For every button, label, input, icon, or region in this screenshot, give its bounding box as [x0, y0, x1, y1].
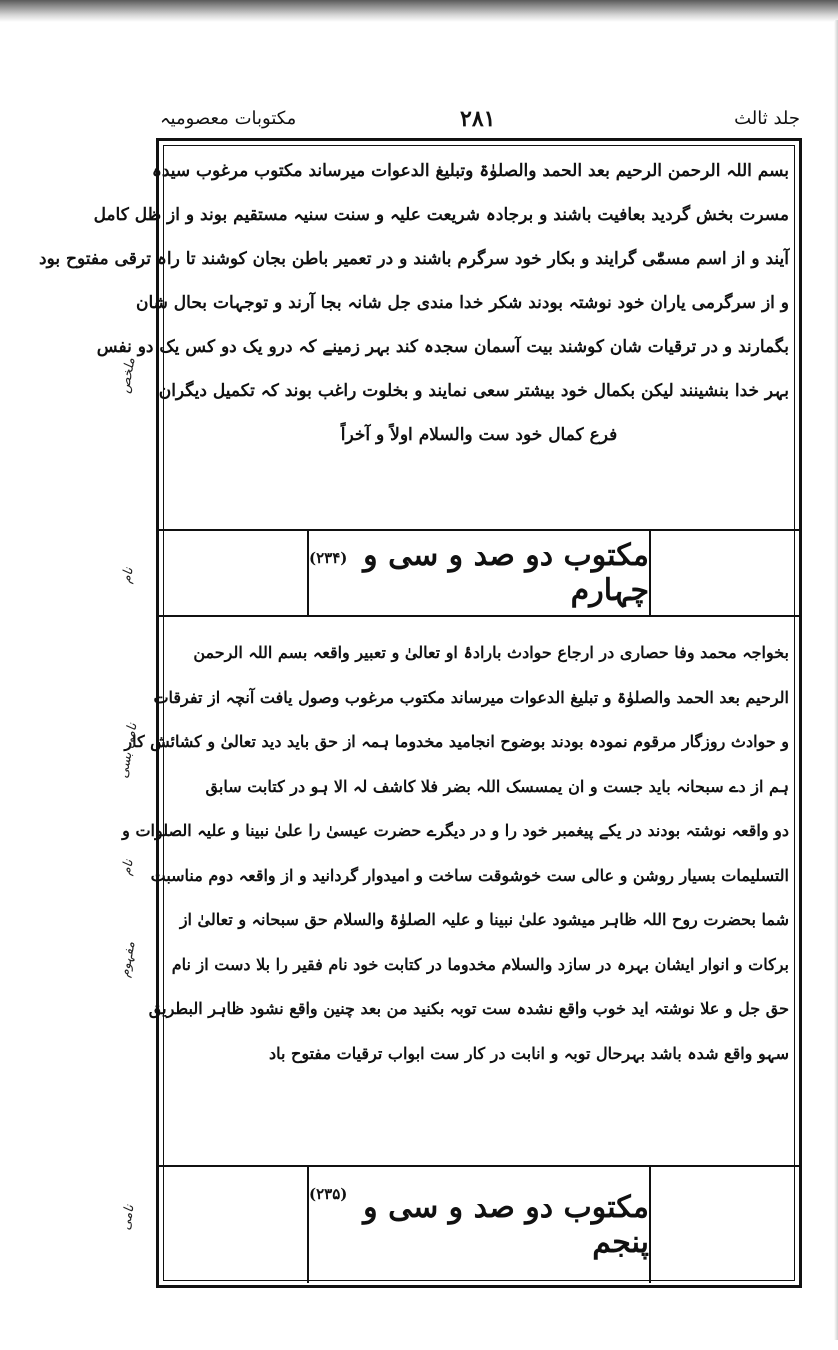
margin-note: نام — [119, 566, 137, 585]
text-line: برکات و انوار ایشان بہرہ در سازد والسلام مخدوما در کتابت خود نام فقیر را بلا دست از نام — [171, 954, 789, 974]
margin-note: نامی بسی — [116, 722, 141, 780]
letter-235-number: (۲۳۵) — [309, 1185, 348, 1203]
letter-234-number: (۲۳۴) — [309, 549, 348, 567]
text-line: سہو واقع شدہ باشد بہرحال توبہ و انابت در کار ست ابواب ترقیات مفتوح باد — [268, 1043, 789, 1063]
text-line: ہم از دے سبحانہ باید جست و ان یمسسک اللہ بضر فلا کاشف لہ الا ہو در کتابت سابق — [205, 776, 789, 796]
letter-235-title: مکتوب دو صد و سی و پنجم — [363, 1190, 649, 1260]
text-line: و از سرگرمی یاران خود نوشتہ بودند شکر خدا مندی جل شانہ بجا آرند و توجہات بحال شان — [135, 293, 789, 313]
scan-edge-right — [834, 20, 838, 1340]
margin-note: ملخص — [117, 356, 139, 395]
text-line: بہر خدا بنشینند لیکن بکمال خود بیشتر سعی نمایند و بخلوت راغب بوند کہ تکمیل دیگران — [158, 381, 789, 401]
letter-234-title: مکتوب دو صد و سی و چہارم — [363, 538, 649, 608]
text-line: التسلیمات بسیار روشن و عالی ست خوشوقت ساخت و امیدوار گردانید و از واقعہ دوم مناسبت — [150, 865, 789, 885]
letter-234-heading — [307, 531, 651, 615]
text-line: بسم اللہ الرحمن الرحیم بعد الحمد والصلوٰۃ وتبلیغ الدعوات میرساند مکتوب مرغوب سیدہ — [151, 161, 789, 181]
text-line: حق جل و علا نوشتہ اید خوب واقع نشدہ ست توبہ بکنید من بعد چنین واقع نشود ظاہر البطریق — [148, 999, 789, 1018]
text-line: بخواجہ محمد وفا حصاری در ارجاع حوادث بارادۂ او تعالیٰ و تعبیر واقعہ بسم اللہ الرحمن — [193, 643, 789, 662]
margin-note: مفہوم — [117, 940, 139, 979]
margin-note: نام — [119, 858, 137, 877]
text-line: و حوادث روزگار مرقوم نمودہ بودند بوضوح انجامید مخدوما ہمہ از حق باید دید تعالیٰ و کشائش کار — [124, 732, 789, 751]
text-line: بگمارند و در ترقیات شان کوشند بیت آسمان سجدہ کند بہر زمینے کہ درو یک دو کس یک دو نفس — [96, 337, 789, 357]
scan-edge-top — [0, 0, 838, 22]
text-line: شما بحضرت روح اللہ ظاہر میشود علیٰ نبینا و علیہ الصلوٰۃ والسلام حق سبحانہ و تعالیٰ از — [179, 910, 789, 929]
letter-234-heading-row — [159, 529, 799, 617]
book-title: مکتوبات معصومیہ — [160, 108, 297, 129]
text-line: الرحیم بعد الحمد والصلوٰۃ و تبلیغ الدعوات میرساند مکتوب مرغوب وصول یافت آنچہ از تفرقات — [153, 687, 789, 707]
closing-line: فرع کمال خود ست والسلام اولاً و آخراً — [340, 425, 618, 445]
text-line: دو واقعہ نوشتہ بودند در یکے پیغمبر خود را و در دیگرے حضرت عیسیٰ را علیٰ نبینا و علیہ الصلوات و — [122, 821, 789, 840]
margin-note: نامی — [118, 1203, 138, 1232]
page-number: ۲۸۱ — [460, 106, 496, 132]
page-header — [160, 100, 800, 140]
letter-235-heading-row — [159, 1165, 799, 1283]
volume-label: جلد ثالث — [734, 108, 800, 129]
text-line: آیند و از اسم مسمّٰی گرایند و بکار خود سرگرم باشند و در تعمیر باطن بجان کوشند تا راہ ترقی مفتوح بود — [39, 249, 789, 269]
letter-235-heading — [307, 1167, 651, 1283]
text-line: مسرت بخش گردید بعافیت باشند و برجادہ شریعت علیہ و سنت سنیہ مستقیم بوند و از ظل کامل — [93, 205, 789, 225]
